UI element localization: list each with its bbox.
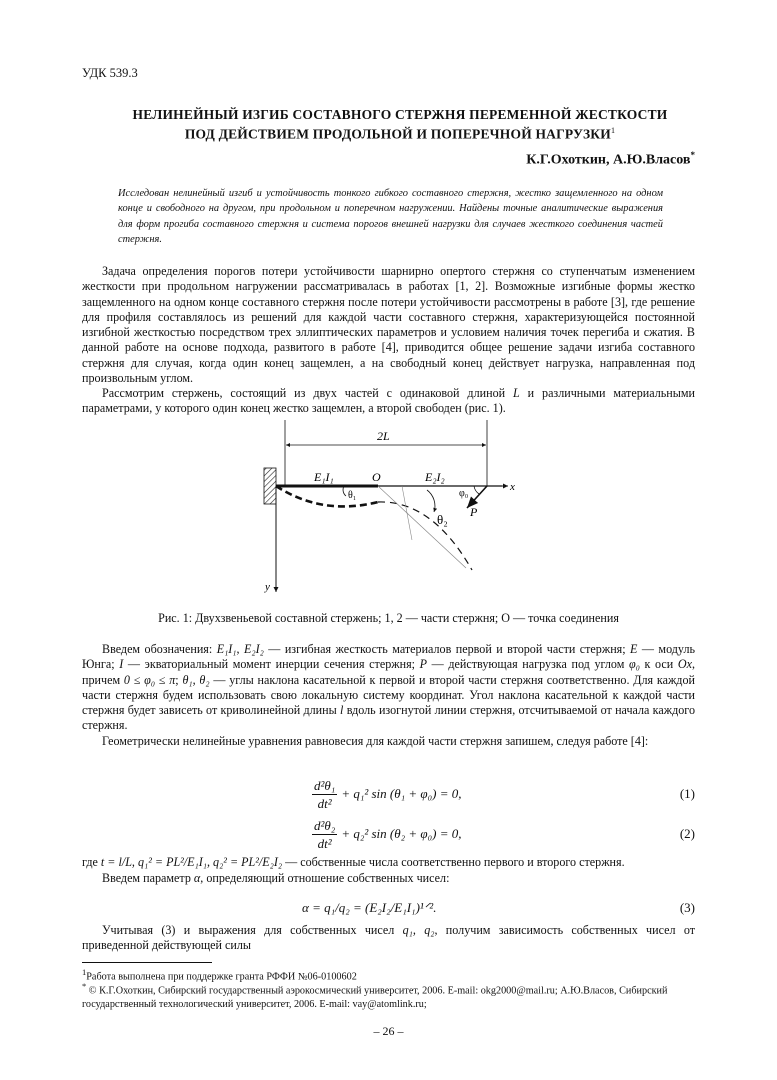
symbol-ox: Ox [677, 657, 692, 672]
symbol-range: 0 ≤ φ₀ ≤ π [123, 672, 176, 687]
footnote-2 [82, 980, 695, 1012]
figure-1-diagram [82, 420, 695, 600]
symbol-e2i2: E₂I₂ [244, 642, 264, 656]
symbol-e: E [630, 642, 638, 656]
title-line-2-text: ПОД ДЕЙСТВИЕМ ПРОДОЛЬНОЙ И ПОПЕРЕЧНОЙ НАГРУЗКИ [184, 126, 611, 142]
notation-text-j: вдоль изогнутой линии стержня, отсчитываемой от начала каждого стержня. [82, 703, 695, 733]
udk-code: УДК 539.3 [82, 66, 138, 80]
paragraph-intro [82, 264, 695, 386]
eq1-numerator: d²θ₁ [314, 777, 336, 793]
paragraph-intro-text: Задача определения порогов потери устойчивости шарнирно опертого стержня со ступенчатым изменением жесткости при продольном нагружении рассматривалась в работах [1, 2]. Возможные изгибные формы жестко защемленного на одном конце составного стержня после потери устойчивости рассмотрены в работе [3], где решение для профиля составлялось из решений для каждой части составного стержня, характеризующейся постоянной изгибной жесткостью посредством трех эллиптических параметров и условием наличия точек перегиба и сжатия. В данной работе на основе подхода, развитого в работе [4], приводится общее решение задачи изгиба составного стержня для случая, когда один конец защемлен, а на свободный конец действует нагрузка, направленная под произвольным углом. [82, 264, 695, 386]
footnote-1-mark: 1 [82, 967, 87, 977]
theta2-arc [427, 490, 435, 512]
authors [526, 150, 695, 169]
notation-text-h: ; [175, 672, 179, 687]
paragraph-setup-text-b: и различными материальными параметрами, у которого один конец жестко защемлен, а второй свободен (рис. 1). [82, 386, 695, 416]
title-line-1: НЕЛИНЕЙНЫЙ ИЗГИБ СОСТАВНОГО СТЕРЖНЯ ПЕРЕМЕННОЙ ЖЕСТКОСТИ [132, 107, 668, 122]
eq1-rest: + q₁² sin (θ₁ + φ₀) = 0, [341, 786, 462, 801]
figure-1-caption: Рис. 1: Двухзвеньевой составной стержень; 1, 2 — части стержня; O — точка соединения [158, 611, 619, 625]
notation-text-e: — действующая нагрузка под углом [431, 657, 625, 672]
eq2-numerator: d²θ₂ [314, 817, 336, 833]
label-theta1: θ₁ [348, 490, 357, 501]
equation-2 [82, 812, 695, 856]
label-e2i2: E₂I₂ [425, 470, 445, 484]
deflected-part-1 [276, 486, 378, 506]
deflected-part-2 [378, 502, 472, 570]
notation-text-d: — экваториальный момент инерции сечения стержня; [127, 657, 415, 672]
symbol-l: l [340, 703, 344, 718]
page-number: – 26 – [373, 1024, 404, 1038]
tangent-line-2 [402, 486, 412, 540]
definitions-text-a: где [82, 855, 98, 869]
symbol-thetas: θ₁, θ₂ [182, 672, 210, 687]
label-theta2: θ₂ [437, 512, 448, 527]
paragraph-setup-text-a: Рассмотрим стержень, состоящий из двух частей с одинаковой длиной [102, 386, 506, 400]
title-footnote-mark: 1 [610, 126, 616, 135]
paragraph-definitions [82, 855, 695, 870]
label-force-p: P [470, 505, 478, 519]
paragraph-notation: Введем обозначения: E₁I₁, E₂I₂ — изгибная жесткость материалов первой и второй части стержня; E — модуль Юнга; I — экваториальный момент инерции сечения стержня; P — действующая нагрузка под углом φ₀ к оси Ox, причем 0 ≤ φ₀ ≤ π; θ₁, θ₂ — углы наклона касательной к первой и второй части стержня соответственно. Для каждой части стержня будем использовать свою локальную систему координат. Угол наклона касательной к каждой части стержня будет зависеть от криволинейной длины l вдоль изогнутой линии стержня, отсчитываемой от начала каждого стержня. [82, 642, 696, 733]
equations-intro-text: Геометрически нелинейные уравнения равновесия для каждой части стержня запишем, следуя работе [4]: [102, 734, 649, 748]
definitions-text-b: — собственные числа соответственно первого и второго стержня. [285, 855, 625, 869]
paragraph-equations-intro [82, 734, 695, 749]
paragraph-alpha [82, 871, 695, 886]
definitions-formula: t = l/L, q₁² = PL²/E₁I₁, q₂² = PL²/E₂I₂ [100, 855, 283, 869]
alpha-text-b: , определяющий отношение собственных чисел: [200, 871, 450, 885]
eq1-label: (1) [679, 786, 695, 801]
label-phi0: φ₀ [459, 488, 469, 499]
y-axis-label: y [265, 581, 270, 593]
footnote-2-text: © К.Г.Охоткин, Сибирский государственный аэрокосмический университет, 2006. E-mail: okg2000@mail.ru; А.Ю.Власов, Сибирский государственный технологический университет, 2006. E-mail: vay@atomlink.ru; [82, 985, 668, 1010]
abstract: Исследован нелинейный изгиб и устойчивость тонкого гибкого составного стержня, жестко защемленного на одном конце и свободного на другом, при продольном и поперечном нагружении. Найдены точные аналитические выражения для форм прогиба составного стержня и система порогов внешней нагрузки для случаев жесткого соединения частей стержня. [118, 188, 663, 246]
symbol-e1i1: E₁I₁ [216, 642, 237, 656]
paragraph-setup [82, 386, 695, 417]
eq3-label: (3) [679, 900, 695, 915]
symbol-q: q₁, q₂ [402, 923, 435, 937]
eq2-label: (2) [679, 826, 695, 841]
authors-footnote-mark: * [690, 150, 695, 160]
notation-text-f: к оси [644, 657, 674, 672]
alpha-text-a: Введем параметр [102, 871, 191, 885]
title-line-2 [60, 123, 740, 143]
symbol-i: I [119, 657, 124, 672]
symbol-p: P [419, 657, 428, 672]
notation-text-a: Введем обозначения: [102, 642, 213, 656]
notation-text-b: — изгибная жесткость материалов первой и второй части стержня; [268, 642, 626, 656]
symbol-L: L [513, 386, 520, 400]
notation-text-i: — углы наклона касательной к первой и второй части стержня соответственно. Для каждой части стержня будем использовать свою локальную систему координат. Угол наклона касательной к каждой части стержня будет зависеть от криволинейной длины [82, 672, 695, 718]
eigen-text-b: , получим зависимость собственных чисел от приведенной действующей силы [82, 923, 695, 953]
symbol-phi0: φ₀ [629, 657, 640, 672]
eq2-denominator: dt² [317, 835, 332, 851]
equation-1 [82, 772, 695, 816]
authors-text: К.Г.Охоткин, А.Ю.Власов [526, 152, 691, 168]
phi0-arc [474, 486, 479, 494]
notation-text-c: — модуль Юнга; [82, 642, 696, 672]
symbol-alpha: α [193, 871, 201, 885]
footnote-1-text: Работа выполнена при поддержке гранта РФФИ №06-0100602 [86, 971, 357, 983]
dimension-label: 2L [377, 429, 390, 443]
notation-text-g: , причем [82, 657, 696, 687]
tangent-line [378, 486, 466, 568]
x-axis-label: x [510, 481, 515, 493]
paragraph-eigen [82, 923, 695, 954]
eq2-rest: + q₂² sin (θ₂ + φ₀) = 0, [341, 826, 462, 841]
fixed-wall [264, 468, 276, 504]
eq3-text: α = q₁/q₂ = (E₂I₂/E₁I₁)¹ᐟ². [302, 900, 437, 915]
label-e1i1: E₁I₁ [314, 470, 334, 484]
label-joint-o: O [372, 470, 381, 484]
eigen-text-a: Учитывая (3) и выражения для собственных чисел [102, 923, 395, 937]
eq1-denominator: dt² [317, 795, 332, 811]
footnote-2-mark: * [82, 981, 87, 991]
footnote-separator [82, 962, 212, 963]
